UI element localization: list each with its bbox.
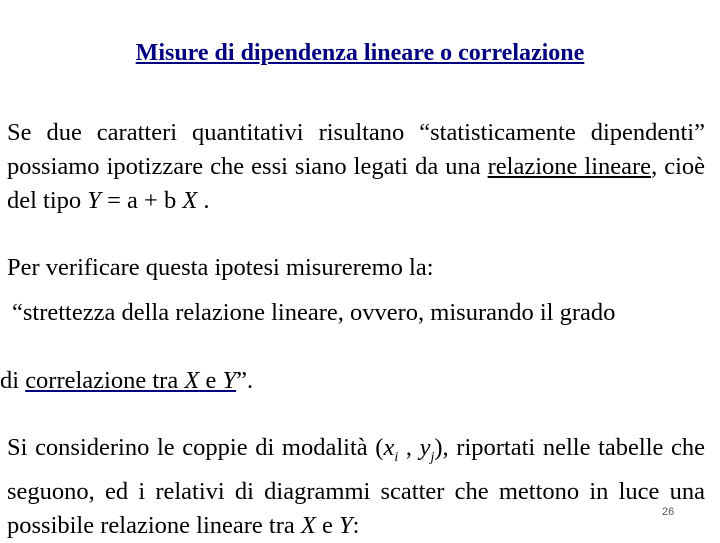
var-y: Y: [87, 187, 101, 214]
var-x: X: [182, 187, 198, 214]
equation: = a + b: [100, 187, 183, 214]
pairs-end: :: [352, 511, 360, 539]
corr-pre: di: [0, 367, 26, 394]
correlation-term: [25, 367, 236, 394]
sub-j: j: [430, 449, 435, 465]
pairs-text-2: ), riportati nelle tabelle che seguono, ed i relativi di diagrammi scatter che mettono in luce una possibile relazione lineare tra: [7, 434, 706, 539]
paragraph-strength: “strettezza della relazione lineare, ovvero, misurando il grado: [12, 299, 616, 326]
pairs-sep: ,: [398, 434, 420, 461]
sub-i: i: [394, 449, 399, 465]
var-yj: y: [419, 434, 431, 461]
linear-relation-term: relazione lineare: [487, 153, 652, 180]
intro-text-2: , cioè del tipo: [7, 153, 706, 214]
pairs-var-x: X: [300, 511, 316, 539]
corr-mid: e: [199, 367, 223, 394]
pairs-mid: e: [315, 511, 339, 539]
paragraph-verify: Per verificare questa ipotesi misureremo la:: [7, 254, 434, 281]
corr-text: correlazione tra: [25, 367, 185, 394]
corr-var-x: X: [184, 367, 200, 394]
paragraph-pairs: [7, 431, 705, 543]
intro-text: Se due caratteri quantitativi risultano “statisticamente dipendenti” possiamo ipotizzare che essi siano legati da una: [7, 119, 705, 180]
page-number: 26: [662, 506, 675, 518]
corr-var-y: Y: [222, 367, 237, 394]
pairs-var-y: Y: [338, 511, 353, 539]
corr-end: ”.: [236, 367, 254, 394]
intro-end: .: [197, 187, 210, 214]
paragraph-correlation: [0, 364, 720, 398]
paragraph-intro: [7, 116, 705, 218]
slide-title: Misure di dipendenza lineare o correlazione: [135, 40, 585, 66]
pairs-text: Si considerino le coppie di modalità (: [7, 434, 384, 461]
var-xi: x: [383, 434, 395, 461]
